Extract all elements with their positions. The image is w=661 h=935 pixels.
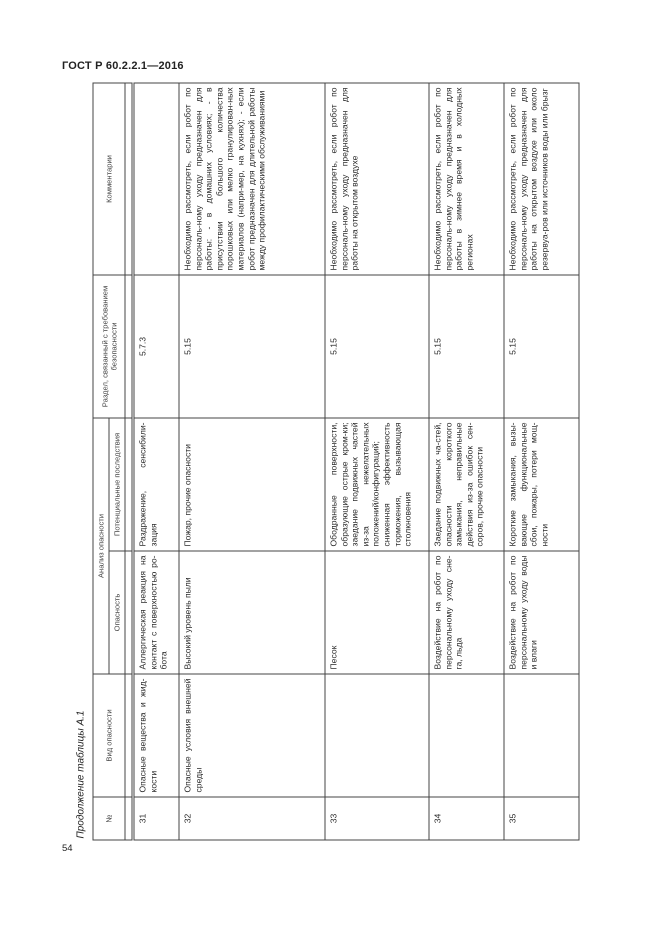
row-hazard: Воздействие на робот по персональному уходу воды и влаги bbox=[504, 551, 579, 674]
table-row bbox=[504, 83, 579, 840]
row-comment bbox=[133, 83, 179, 275]
header-analysis-group: Анализ опасности bbox=[93, 418, 109, 674]
table-row bbox=[325, 83, 429, 840]
header-hazard-type: Вид опасности bbox=[93, 674, 125, 797]
row-consequence: Ободранные поверхности, образующие острые кром-ки; заедание подвижных частей из-за нежелательных положений/конфигураций; сниженная эффективность торможения, вызывающая столкновения bbox=[325, 418, 429, 551]
row-hazard: Высокий уровень пыли bbox=[179, 551, 325, 674]
document-header: ГОСТ Р 60.2.2.1—2016 bbox=[62, 60, 184, 72]
row-comment: Необходимо рассмотреть, если робот по персональ-ному уходу предназначен для работы в зимнее время и в холодных регионах bbox=[429, 83, 504, 275]
rotated-table-block bbox=[75, 84, 588, 841]
row-hazard: Воздействие на робот по персональному уходу сне-га, льда bbox=[429, 551, 504, 674]
hazard-table bbox=[93, 82, 580, 840]
row-hazard-type bbox=[504, 674, 579, 797]
row-hazard: Аллергическая реакция на контакт с поверхностью ро-бота bbox=[133, 551, 179, 674]
row-section: 5.15 bbox=[429, 275, 504, 418]
row-comment: Необходимо рассмотреть, если робот по персональ-ному уходу предназначен для работы на открытом воздухе или около резервуа-ров или источников воды или брызг bbox=[504, 83, 579, 275]
row-consequence: Пожар, прочие опасности bbox=[179, 418, 325, 551]
row-comment: Необходимо рассмотреть, если робот по персональ-ному уходу предназначен для работы: - в домашних условиях; - в присутствии большого количества порошковых или мелко гранулирован-ных материалов (напри-мер, на кухнях); - если робот предназначен для длительной работы между профилактическими обслуживаниями bbox=[179, 83, 325, 275]
row-hazard-type bbox=[429, 674, 504, 797]
row-number: 31 bbox=[133, 797, 179, 840]
header-comments: Комментарии bbox=[93, 83, 125, 275]
header-separator bbox=[125, 83, 133, 840]
header-hazard: Опасность bbox=[109, 551, 125, 674]
table-row bbox=[179, 83, 325, 840]
table-caption: Продолжение таблицы А.1 bbox=[75, 710, 87, 839]
header-no: № bbox=[93, 797, 125, 840]
row-hazard-type: Опасные вещества и жид-кости bbox=[133, 674, 179, 797]
header-row-1 bbox=[93, 83, 109, 840]
page-number: 54 bbox=[62, 843, 73, 854]
row-hazard-type bbox=[325, 674, 429, 797]
table-row bbox=[429, 83, 504, 840]
row-consequence: Короткие замыкания, вызы-вающие функциональные сбои, пожары, потери мощ-ности bbox=[504, 418, 579, 551]
row-hazard-type: Опасные условия внешней среды bbox=[179, 674, 325, 797]
row-section: 5.15 bbox=[504, 275, 579, 418]
header-consequences: Потенциальные последствия bbox=[109, 418, 125, 551]
row-number: 33 bbox=[325, 797, 429, 840]
row-number: 35 bbox=[504, 797, 579, 840]
row-consequence: Заедание подвижных ча-стей, опасности короткого замыкания, неправильные действия из-за ошибок сен-соров, прочие опасности bbox=[429, 418, 504, 551]
row-section: 5.15 bbox=[325, 275, 429, 418]
row-number: 32 bbox=[179, 797, 325, 840]
header-section: Раздел, связанный с требованием безопасности bbox=[93, 275, 125, 418]
row-number: 34 bbox=[429, 797, 504, 840]
row-section: 5.7.3 bbox=[133, 275, 179, 418]
row-hazard: Песок bbox=[325, 551, 429, 674]
row-section: 5.15 bbox=[179, 275, 325, 418]
table-row bbox=[133, 83, 179, 840]
row-comment: Необходимо рассмотреть, если робот по персональ-ному уходу предназначен для работы на открытом воздухе bbox=[325, 83, 429, 275]
row-consequence: Раздражение, сенсибили-зация bbox=[133, 418, 179, 551]
